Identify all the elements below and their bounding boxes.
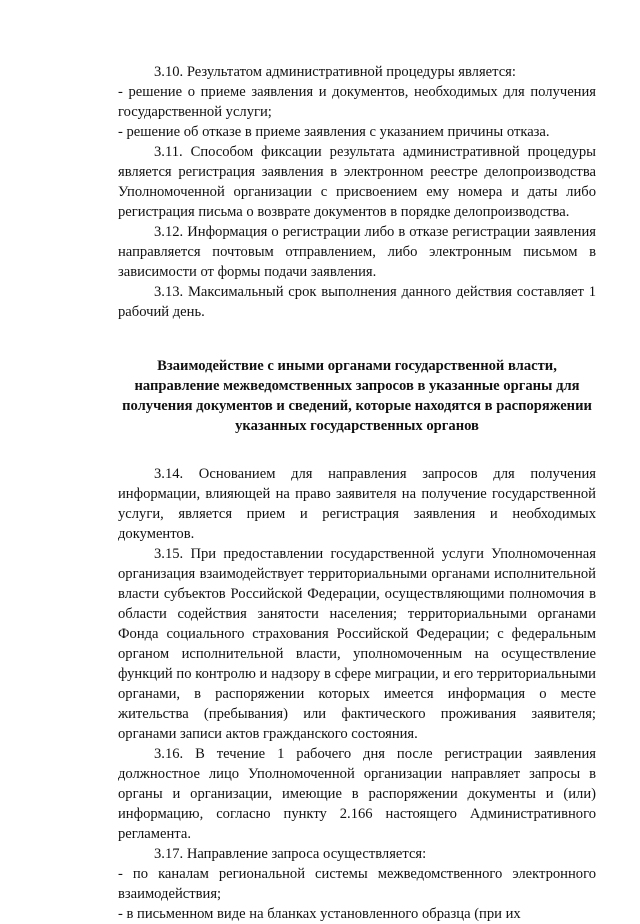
section-heading <box>118 356 596 436</box>
paragraph-3-10-item-a: - решение о приеме заявления и документов, необходимых для получения государственной услуги; <box>118 84 596 120</box>
section-heading-line: Взаимодействие с иными органами государственной власти, <box>157 358 557 374</box>
paragraph-3-17-item-b: - в письменном виде на бланках установленного образца (при их <box>118 906 521 922</box>
section-heading-line: получения документов и сведений, которые находятся в распоряжении <box>122 398 592 414</box>
paragraph-3-10: 3.10. Результатом административной процедуры является: <box>154 64 516 80</box>
section-heading-line: направление межведомственных запросов в указанные органы для <box>134 378 580 394</box>
paragraph-3-10-item-b: - решение об отказе в приеме заявления с указанием причины отказа. <box>118 124 550 140</box>
paragraph-3-14: 3.14. Основанием для направления запросов для получения информации, влияющей на право заявителя на получение государственной услуги, является прием и регистрация заявления и необходимых документов. <box>118 466 596 542</box>
paragraph-3-15: 3.15. При предоставлении государственной услуги Уполномоченная организация взаимодействует территориальными органами исполнительной власти субъектов Российской Федерации, осуществляющими полномочия в области содействия занятости населения; территориальными органами Фонда социального страхования Российской Федерации; с федеральным органом исполнительной власти, уполномоченным на осуществление функций по контролю и надзору в сфере миграции, и его территориальными органами, в распоряжении которых имеется информация о месте жительства (пребывания) или фактического проживания заявителя; органами записи актов гражданского состояния. <box>118 546 596 742</box>
paragraph-3-12: 3.12. Информация о регистрации либо в отказе регистрации заявления направляется почтовым отправлением, либо электронным письмом в зависимости от формы подачи заявления. <box>118 224 596 280</box>
paragraph-3-17: 3.17. Направление запроса осуществляется: <box>154 846 427 862</box>
paragraph-3-16: 3.16. В течение 1 рабочего дня после регистрации заявления должностное лицо Уполномоченной организации направляет запросы в органы и организации, имеющие в распоряжении документы и (или) информацию, согласно пункту 2.166 настоящего Административного регламента. <box>118 746 596 842</box>
section-heading-line: указанных государственных органов <box>235 418 479 434</box>
paragraph-3-17-item-a: - по каналам региональной системы межведомственного электронного взаимодействия; <box>118 866 596 902</box>
document-body <box>118 62 596 924</box>
paragraph-3-11: 3.11. Способом фиксации результата административной процедуры является регистрация заявления в электронном реестре делопроизводства Уполномоченной организации с присвоением ему номера и даты либо регистрация письма о возврате документов в порядке делопроизводства. <box>118 144 596 220</box>
paragraph-3-13: 3.13. Максимальный срок выполнения данного действия составляет 1 рабочий день. <box>118 284 596 320</box>
